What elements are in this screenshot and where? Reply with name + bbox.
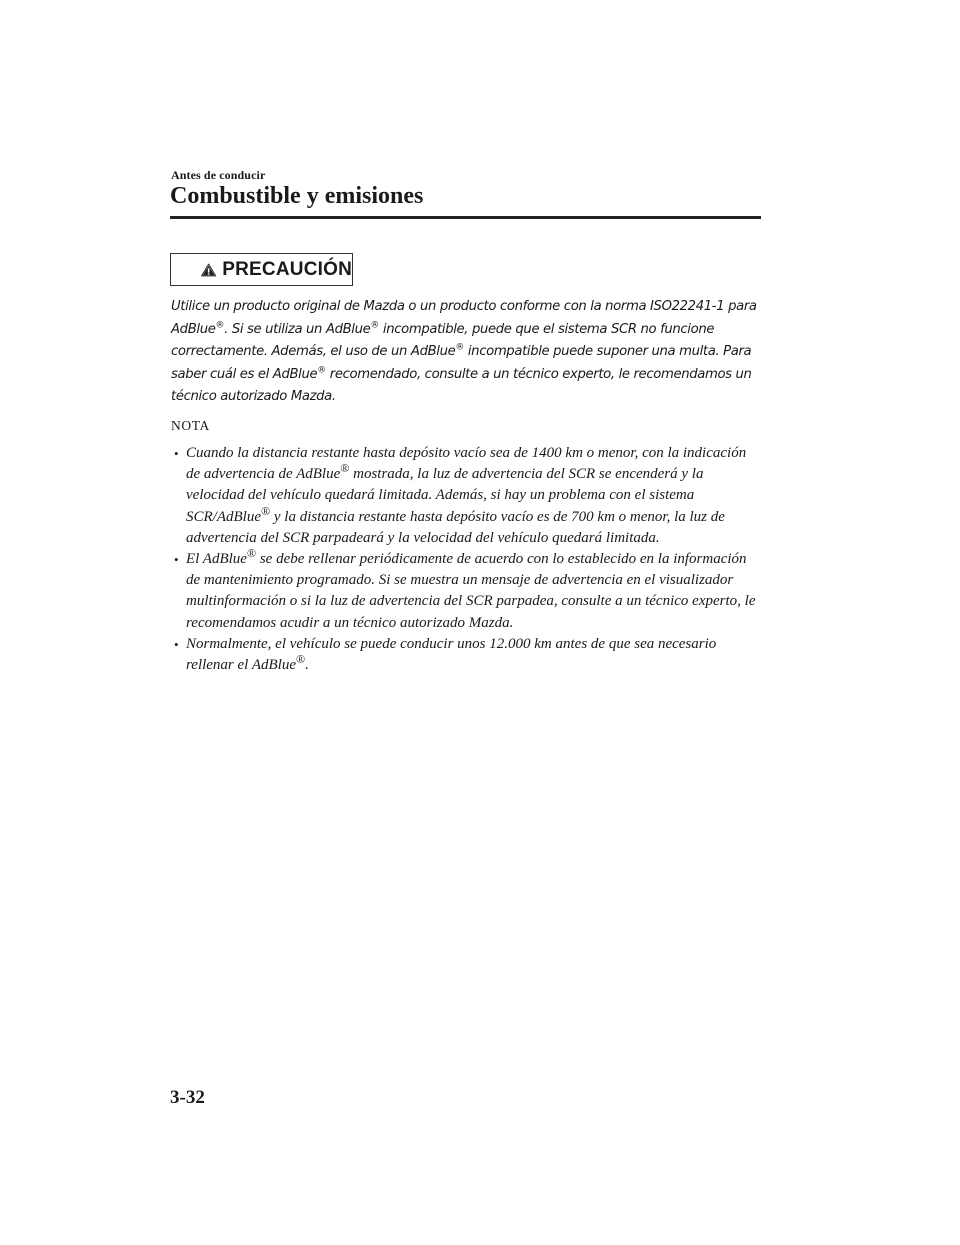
registered-mark: ® — [261, 503, 271, 518]
caution-text-part: Utilice un producto original de Mazda o un producto conforme con la norma ISO22241-1 para AdBlue — [171, 299, 757, 337]
page-number: 3-32 — [170, 1087, 205, 1108]
note-text-part: Normalmente, el vehículo se puede conducir unos 12.000 km antes de que sea necesario rellenar el AdBlue — [186, 635, 717, 674]
note-label: NOTA — [171, 418, 210, 433]
bullet: • — [174, 552, 179, 568]
note-list — [174, 443, 764, 676]
title-rule — [170, 216, 761, 219]
registered-mark: ® — [455, 342, 465, 353]
note-text-part: . — [305, 657, 309, 674]
registered-mark: ® — [215, 320, 225, 331]
note-text-part: Cuando la distancia restante hasta depósito vacío sea de 1400 km o menor, con la indicación de advertencia de AdBlue — [186, 445, 747, 483]
section-label: Antes de conducir — [171, 168, 266, 182]
note-item — [174, 546, 764, 634]
registered-mark: ® — [340, 461, 350, 476]
bullet: • — [174, 636, 179, 652]
caution-text-part: incompatible puede suponer una multa. Para saber cuál es el AdBlue — [171, 344, 752, 382]
bullet: • — [174, 446, 179, 461]
caution-text-part: incompatible, puede que el sistema SCR no funcione correctamente. Además, el uso de un AdBlue — [171, 321, 715, 360]
note-text-part: y la distancia restante hasta depósito vacío es de 700 km o menor, la luz de advertencia del SCR parpadeará y la velocidad del vehículo quedará limitada. — [186, 508, 725, 546]
note-text-part: mostrada, la luz de advertencia del SCR se encenderá y la velocidad del vehículo quedará limitada. Además, si hay un problema con el sistema SCR/AdBlue — [186, 466, 704, 525]
caution-text — [171, 296, 766, 409]
caution-text-part: recomendado, consulte a un técnico experto, le recomendamos un técnico autorizado Mazda. — [171, 366, 752, 405]
caution-label: PRECAUCIÓN — [222, 258, 352, 280]
registered-mark: ® — [370, 320, 380, 331]
registered-mark: ® — [246, 546, 257, 561]
registered-mark: ® — [317, 365, 326, 376]
warning-triangle-icon — [201, 259, 216, 281]
chapter-title: Combustible y emisiones — [170, 183, 424, 209]
registered-mark: ® — [295, 652, 306, 667]
note-text-part: se debe rellenar periódicamente de acuerdo con lo establecido en la información de mantenimiento programado. Si se muestra un mensaje de advertencia en el visualizador multinformación o si la luz de advertencia del SCR parpadea, consulte a un técnico experto, le recomendamos acudir a un técnico autorizado Mazda. — [186, 551, 756, 631]
caution-text-part: . Si se utiliza un AdBlue — [224, 321, 371, 337]
note-text-part: El AdBlue — [186, 551, 247, 568]
caution-box — [170, 253, 353, 286]
note-item — [174, 443, 764, 549]
note-item — [174, 634, 764, 676]
